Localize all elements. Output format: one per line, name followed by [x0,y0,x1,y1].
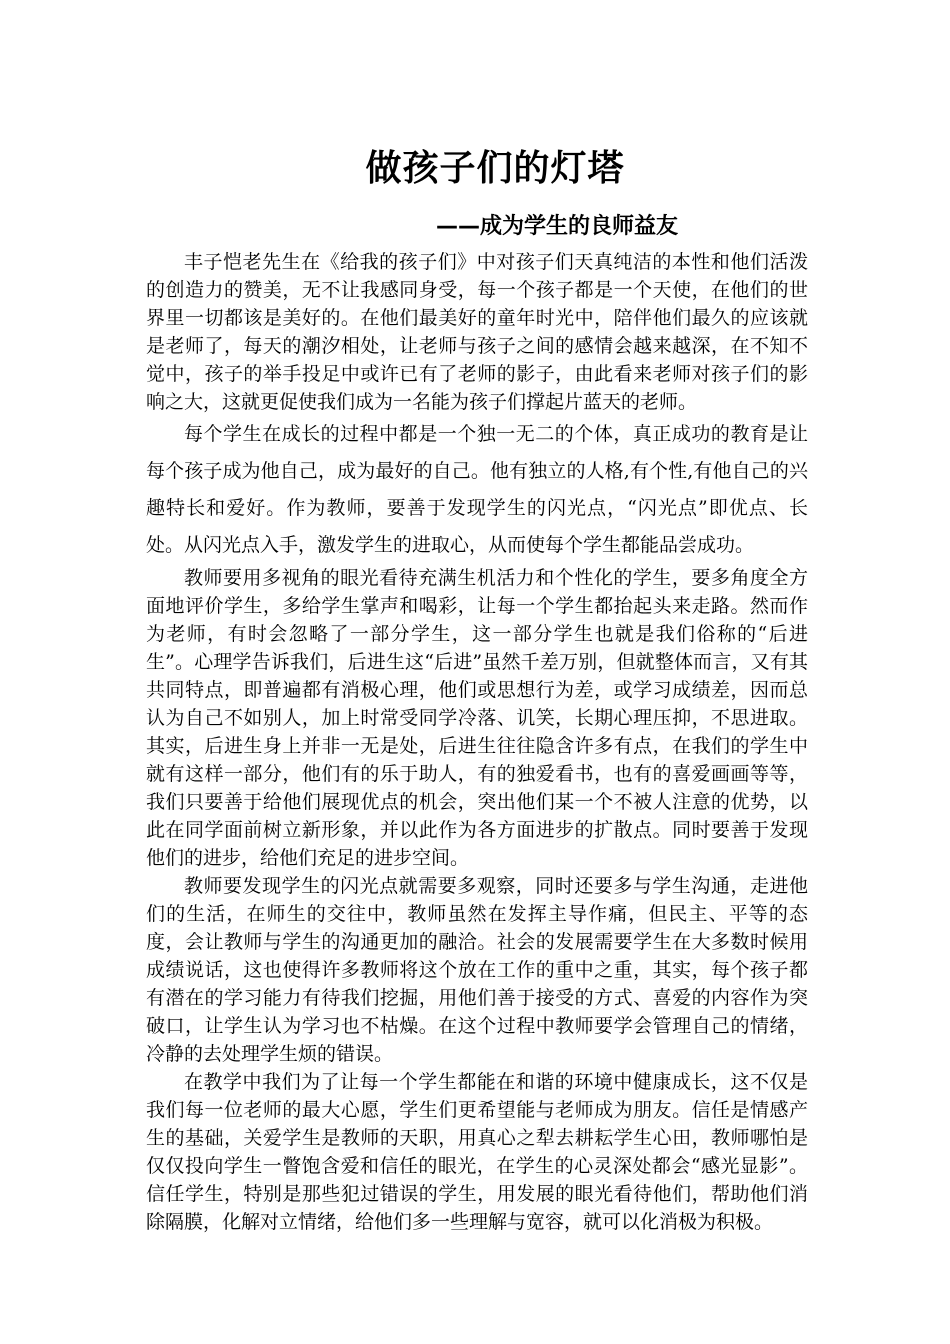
paragraph: 每个学生在成长的过程中都是一个独一无二的个体，真正成功的教育是让每个孩子成为他自己，成为最好的自己。他有独立的人格,有个性,有他自己的兴趣特长和爱好。作为教师，要善于发现学生的闪光点，“闪光点”即优点、长处。从闪光点入手，激发学生的进取心，从而使每个学生都能品尝成功。 [146,423,808,556]
paragraph: 丰子恺老先生在《给我的孩子们》中对孩子们天真纯洁的本性和他们活泼的创造力的赞美，无不让我感同身受，每一个孩子都是一个天使，在他们的世界里一切都该是美好的。在他们最美好的童年时光中，陪伴他们最久的应该就是老师了，每天的潮汐相处，让老师与孩子之间的感情会越来越深，在不知不觉中，孩子的举手投足中或许已有了老师的影子，由此看来老师对孩子们的影响之大，这就更促使我们成为一名能为孩子们撑起片蓝天的老师。 [146,251,808,413]
paragraph: 教师要发现学生的闪光点就需要多观察，同时还要多与学生沟通，走进他们的生活，在师生的交往中，教师虽然在发挥主导作痛，但民主、平等的态度，会让教师与学生的沟通更加的融洽。社会的发展需要学生在大多数时候用成绩说话，这也使得许多教师将这个放在工作的重中之重，其实，每个孩子都有潜在的学习能力有待我们挖掘，用他们善于接受的方式、喜爱的内容作为突破口，让学生认为学习也不枯燥。在这个过程中教师要学会管理自己的情绪，冷静的去处理学生烦的错误。 [146,875,808,1065]
paragraph: 教师要用多视角的眼光看待充满生机活力和个性化的学生，要多角度全方面地评价学生，多给学生掌声和喝彩，让每一个学生都抬起头来走路。然而作为老师，有时会忽略了一部分学生，这一部分学生也就是我们俗称的“后进生”。心理学告诉我们，后进生这“后进”虽然千差万别，但就整体而言，又有其共同特点，即普遍都有消极心理，他们或思想行为差，或学习成绩差，因而总认为自己不如别人，加上时常受同学冷落、讥笑，长期心理压抑，不思进取。其实，后进生身上并非一无是处，后进生往往隐含许多有点，在我们的学生中就有这样一部分，他们有的乐于助人，有的独爱看书，也有的喜爱画画等等，我们只要善于给他们展现优点的机会，突出他们某一个不被人注意的优势，以此在同学面前树立新形象，并以此作为各方面进步的扩散点。同时要善于发现他们的进步，给他们充足的进步空间。 [146,567,808,869]
document-body [146,248,808,1236]
document-title: 做孩子们的灯塔 [365,148,625,189]
paragraph: 在教学中我们为了让每一个学生都能在和谐的环境中健康成长，这不仅是我们每一位老师的最大心愿，学生们更希望能与老师成为朋友。信任是情感产生的基础，关爱学生是教师的天职，用真心之犁去耕耘学生心田，教师哪怕是仅仅投向学生一瞥饱含爱和信任的眼光，在学生的心灵深处都会“感光显影”。信任学生，特别是那些犯过错误的学生，用发展的眼光看待他们，帮助他们消除隔膜，化解对立情绪，给他们多一些理解与宽容，就可以化消极为积极。 [146,1071,808,1233]
document-subtitle: ——成为学生的良师益友 [436,214,679,239]
